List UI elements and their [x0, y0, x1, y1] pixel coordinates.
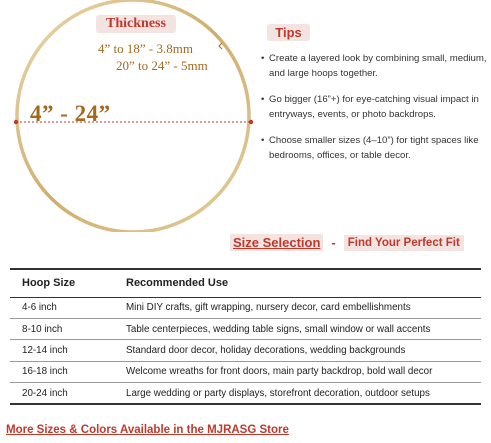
- size-range-label: 4” - 24”: [30, 101, 111, 126]
- size-selection-heading: [230, 234, 464, 251]
- hoop-illustration: [0, 0, 260, 232]
- heading-separator: -: [331, 235, 336, 250]
- cell-use: Large wedding or party displays, storefront decoration, outdoor setups: [124, 383, 481, 404]
- tip-item: • Go bigger (16”+) for eye-catching visual impact in entryways, events, or photo backdrops.: [261, 93, 489, 122]
- diameter-end-right: [249, 120, 253, 124]
- table-row: [10, 318, 481, 339]
- table-row: [10, 297, 481, 318]
- hoop-size-table: [10, 268, 481, 405]
- tips-title: Tips: [267, 24, 310, 41]
- tip-item: • Choose smaller sizes (4–10”) for tight spaces like bedrooms, offices, or table decor.: [261, 134, 489, 163]
- cell-size: 12-14 inch: [10, 340, 124, 361]
- cell-size: 20-24 inch: [10, 383, 124, 404]
- cell-size: 4-6 inch: [10, 297, 124, 318]
- diameter-end-left: [14, 120, 18, 124]
- spec-small-hoops: 4” to 18” - 3.8mm: [98, 41, 193, 56]
- tip-item: • Create a layered look by combining small, medium, and large hoops together.: [261, 52, 489, 81]
- thickness-label: Thickness: [96, 15, 176, 33]
- thickness-pointer: [219, 43, 222, 49]
- size-selection-title: Size Selection: [230, 234, 323, 251]
- header-hoop-size: Hoop Size: [10, 269, 124, 297]
- spec-large-hoops: 20” to 24” - 5mm: [116, 58, 208, 73]
- cell-use: Welcome wreaths for front doors, main party backdrop, bold wall decor: [124, 361, 481, 382]
- table-row: [10, 340, 481, 361]
- table-row: [10, 361, 481, 382]
- store-link[interactable]: More Sizes & Colors Available in the MJRASG Store: [6, 424, 289, 436]
- cell-use: Table centerpieces, wedding table signs, small window or wall accents: [124, 318, 481, 339]
- cell-use: Mini DIY crafts, gift wrapping, nursery decor, card embellishments: [124, 297, 481, 318]
- cell-size: 8-10 inch: [10, 318, 124, 339]
- cell-use: Standard door decor, holiday decorations, wedding backgrounds: [124, 340, 481, 361]
- header-recommended-use: Recommended Use: [124, 269, 481, 297]
- table-header-row: [10, 269, 481, 297]
- table-row: [10, 383, 481, 404]
- tips-list: [261, 52, 489, 175]
- size-selection-subtitle: Find Your Perfect Fit: [344, 235, 464, 251]
- cell-size: 16-18 inch: [10, 361, 124, 382]
